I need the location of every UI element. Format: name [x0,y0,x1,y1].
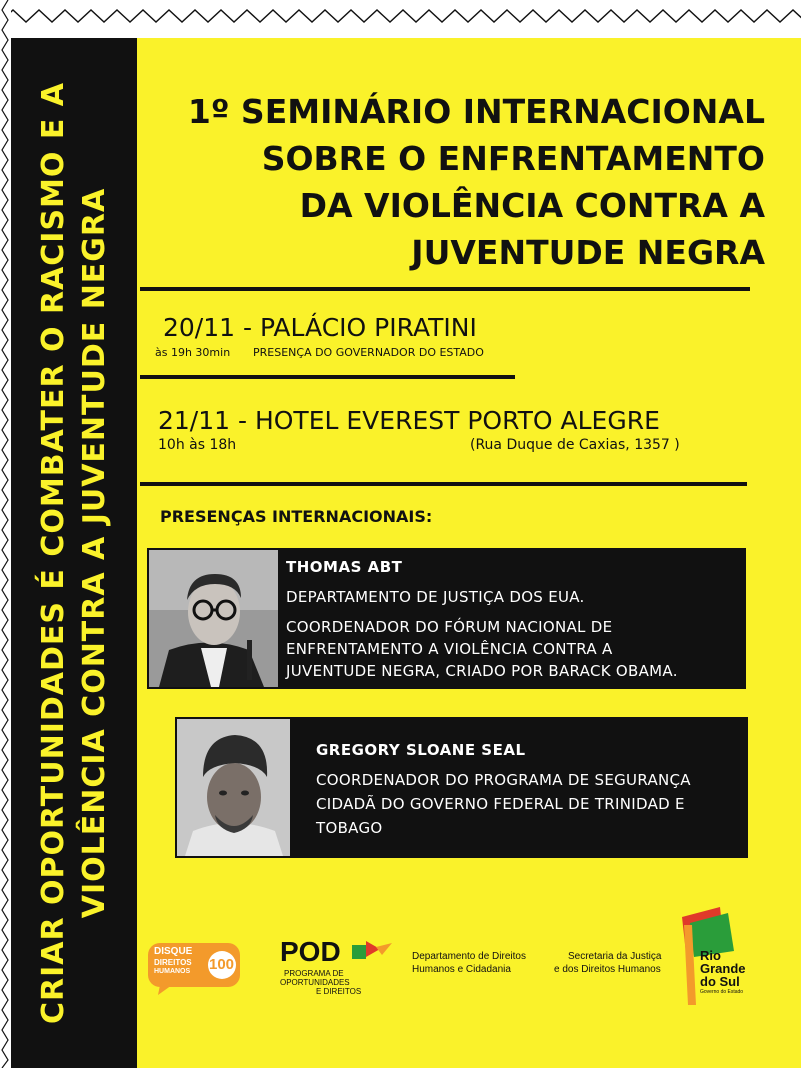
rs-line1: Rio [700,948,721,963]
person-name: THOMAS ABT [286,558,403,576]
event2-date-place: 21/11 - HOTEL EVEREST PORTO ALEGRE [158,406,660,435]
sponsor-logos [140,905,801,1068]
dept-line2: Humanos e Cidadania [412,964,511,975]
title-line2: SOBRE O ENFRENTAMENTO [261,139,765,178]
dept-line1: Departamento de Direitos [412,951,526,962]
pod-line3: E DIREITOS [316,987,362,996]
side-slogan [33,53,115,1053]
zigzag-left-border [0,0,11,1068]
person-description-line4: JUVENTUDE NEGRA, CRIADO POR BARACK OBAMA. [286,662,678,680]
rs-line3: do Sul [700,974,740,989]
rs-line4: Governo do Estado [700,989,744,995]
side-band [11,38,137,1068]
person-description-line3: TOBAGO [316,819,383,837]
side-slogan-line2: VIOLÊNCIA CONTRA A JUVENTUDE NEGRA [77,187,112,919]
event1-time: às 19h 30min [155,346,231,359]
pod-line1: PROGRAMA DE [284,969,344,978]
disque-direitos-humanos-logo [148,943,240,995]
divider-3 [140,482,747,486]
gregory-sloane-seal-photo [177,719,290,856]
event2-time: 10h às 18h [158,437,237,453]
person-description-line1: COORDENADOR DO PROGRAMA DE SEGURANÇA [316,771,691,789]
title-line1: 1º SEMINÁRIO INTERNACIONAL [187,92,765,131]
person-description-line2: CIDADÃ DO GOVERNO FEDERAL DE TRINIDAD E [316,795,685,813]
thomas-abt-photo [149,550,278,687]
person-card-thomas-abt [147,548,746,689]
title-line4: JUVENTUDE NEGRA [411,233,765,272]
person-description-line3: ENFRENTAMENTO A VIOLÊNCIA CONTRA A [286,640,613,658]
divider-2 [140,375,515,379]
disque-number: 100 [209,956,235,973]
pod-logo [280,937,400,1007]
rio-grande-do-sul-logo [680,905,750,1005]
secretaria-line1: Secretaria da Justiça [568,951,662,962]
disque-line3: HUMANOS [154,968,191,975]
zigzag-top-border [0,0,801,38]
side-slogan-line1: CRIAR OPORTUNIDADES É COMBATER O RACISMO E A [36,81,71,1025]
event1-date-place: 20/11 - PALÁCIO PIRATINI [163,313,477,342]
pod-line2: OPORTUNIDADES [280,978,350,987]
presences-heading: PRESENÇAS INTERNACIONAIS: [160,507,433,526]
secretaria-line2: e dos Direitos Humanos [554,964,661,975]
title-line3: DA VIOLÊNCIA CONTRA A [299,186,765,225]
disque-line1: DISQUE [154,946,193,957]
pod-name: POD [280,936,341,967]
pod-mark-icon [352,941,392,965]
divider-1 [140,287,750,291]
disque-line2: DIREITOS [154,958,192,967]
event2-address: (Rua Duque de Caxias, 1357 ) [470,437,680,453]
seminar-title [165,88,765,276]
rs-line2: Grande [700,961,746,976]
person-description-line1: DEPARTAMENTO DE JUSTIÇA DOS EUA. [286,588,585,606]
person-description-line2: COORDENADOR DO FÓRUM NACIONAL DE [286,618,613,636]
person-card-gregory-sloane-seal [175,717,748,858]
person-name: GREGORY SLOANE SEAL [316,741,526,759]
event1-note: PRESENÇA DO GOVERNADOR DO ESTADO [253,346,484,359]
